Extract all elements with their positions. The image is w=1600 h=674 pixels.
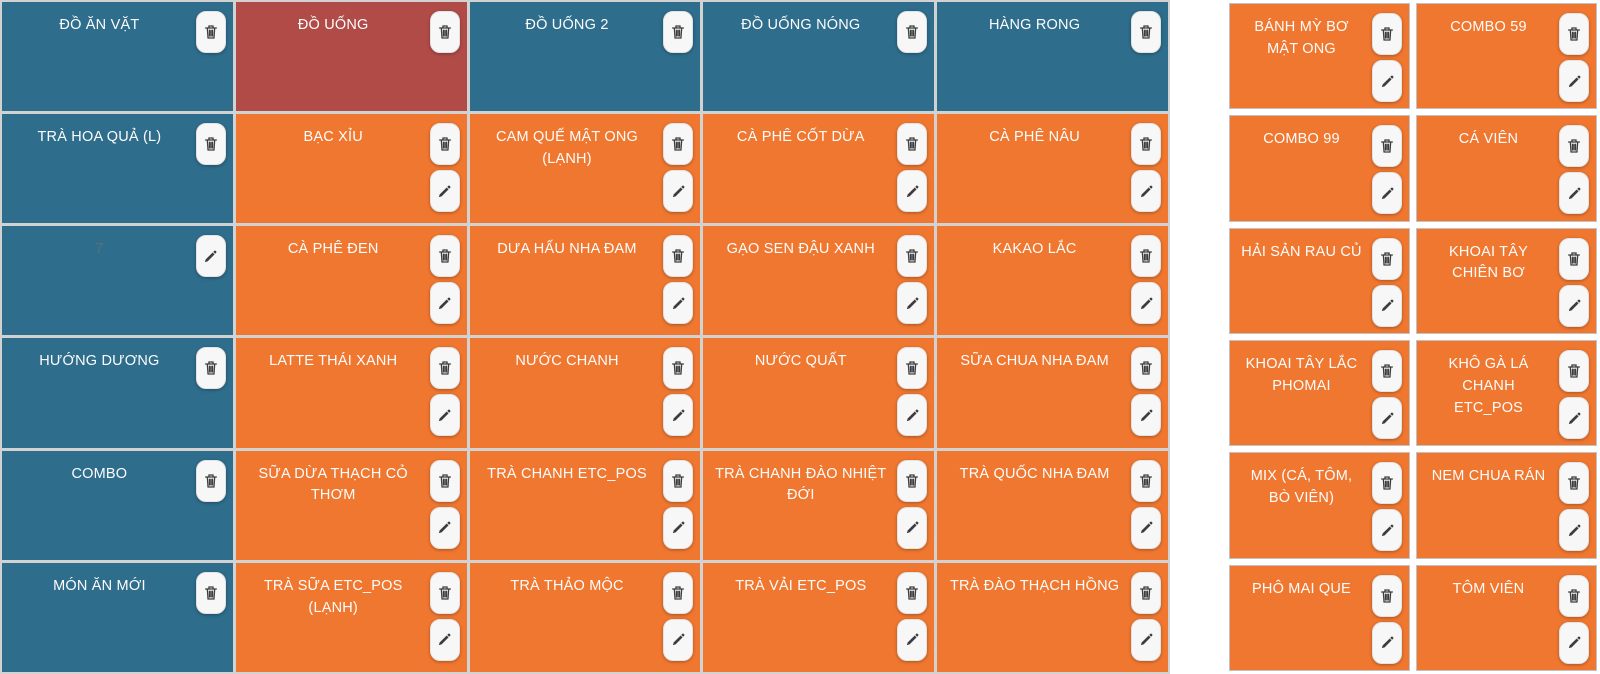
pencil-icon xyxy=(1567,411,1582,426)
trash-icon xyxy=(1379,362,1395,380)
delete-button[interactable] xyxy=(1372,462,1402,504)
tile-label: HƯỚNG DƯƠNG xyxy=(39,353,160,370)
delete-button[interactable] xyxy=(663,11,693,53)
tile-actions xyxy=(656,338,700,447)
edit-button[interactable] xyxy=(663,394,693,436)
pencil-icon xyxy=(1139,520,1154,535)
delete-button[interactable] xyxy=(1372,350,1402,392)
pencil-icon xyxy=(1380,186,1395,201)
tile-actions xyxy=(656,451,700,560)
delete-button[interactable] xyxy=(663,123,693,165)
pencil-icon xyxy=(1139,184,1154,199)
tile-actions xyxy=(423,451,467,560)
delete-button[interactable] xyxy=(1131,11,1161,53)
trash-icon xyxy=(1138,23,1154,41)
tile-actions xyxy=(189,2,233,111)
delete-button[interactable] xyxy=(897,347,927,389)
tile-label: MÓN ĂN MỚI xyxy=(53,577,146,594)
tile-actions xyxy=(1365,453,1409,557)
pencil-icon xyxy=(437,184,452,199)
tile-label: ĐỒ UỐNG xyxy=(297,17,369,33)
tile-actions xyxy=(1124,2,1168,111)
tile-actions xyxy=(1365,4,1409,108)
product-tile[interactable] xyxy=(236,226,467,335)
edit-button[interactable] xyxy=(663,170,693,212)
edit-button[interactable] xyxy=(897,619,927,661)
tile-label: 7 xyxy=(95,241,104,258)
pencil-icon xyxy=(671,296,686,311)
edit-button[interactable] xyxy=(897,507,927,549)
tile-label: TRÀ QUỐC NHA ĐAM xyxy=(959,465,1110,482)
delete-button[interactable] xyxy=(897,123,927,165)
product-tile[interactable] xyxy=(470,114,701,223)
delete-button[interactable] xyxy=(196,347,226,389)
edit-button[interactable] xyxy=(663,619,693,661)
tile-actions xyxy=(890,114,934,223)
pencil-icon xyxy=(437,296,452,311)
product-tile[interactable] xyxy=(1416,452,1597,558)
product-tile[interactable] xyxy=(937,563,1168,672)
trash-icon xyxy=(1138,359,1154,377)
delete-button[interactable] xyxy=(196,460,226,502)
product-tile[interactable] xyxy=(1416,115,1597,221)
pencil-icon xyxy=(437,408,452,423)
tile-label: CÁ VIÊN xyxy=(1458,131,1519,148)
tile-actions xyxy=(423,563,467,672)
tile-actions xyxy=(1552,4,1596,108)
delete-button[interactable] xyxy=(1131,235,1161,277)
edit-button[interactable] xyxy=(1559,172,1589,214)
tile-label: BÁNH MỲ BƠ MẬT ONG xyxy=(1254,19,1349,57)
tile-label: GẠO SEN ĐẬU XANH xyxy=(726,241,875,258)
edit-button[interactable] xyxy=(1372,622,1402,664)
delete-button[interactable] xyxy=(1559,462,1589,504)
delete-button[interactable] xyxy=(897,572,927,614)
tile-actions xyxy=(656,2,700,111)
product-tile[interactable] xyxy=(1229,115,1410,221)
tile-label: HẢI SẢN RAU CỦ xyxy=(1241,243,1362,260)
delete-button[interactable] xyxy=(663,347,693,389)
tile-actions xyxy=(1552,116,1596,220)
delete-button[interactable] xyxy=(1559,13,1589,55)
edit-button[interactable] xyxy=(1559,285,1589,327)
tile-label: BẠC XỈU xyxy=(303,129,363,146)
category-tile[interactable] xyxy=(2,451,233,560)
tile-actions xyxy=(1365,229,1409,333)
delete-button[interactable] xyxy=(430,11,460,53)
pencil-icon xyxy=(1567,523,1582,538)
product-tile[interactable] xyxy=(470,338,701,447)
tile-label: TRÀ THẢO MỘC xyxy=(510,577,624,594)
trash-icon xyxy=(670,23,686,41)
trash-icon xyxy=(1138,135,1154,153)
pencil-icon xyxy=(671,632,686,647)
category-tile[interactable] xyxy=(2,226,233,335)
tile-actions xyxy=(1365,116,1409,220)
pencil-icon xyxy=(1380,74,1395,89)
category-tile[interactable] xyxy=(2,563,233,672)
product-tile[interactable] xyxy=(937,338,1168,447)
tile-label: CAM QUẾ MẬT ONG (LẠNH) xyxy=(495,129,639,167)
pencil-icon xyxy=(203,249,218,264)
tile-actions xyxy=(1365,566,1409,670)
delete-button[interactable] xyxy=(1372,125,1402,167)
pencil-icon xyxy=(1139,408,1154,423)
tile-label: MIX (CÁ, TÔM, BÒ VIÊN) xyxy=(1250,468,1353,507)
product-tile[interactable] xyxy=(937,451,1168,560)
tile-actions xyxy=(189,451,233,560)
tile-actions xyxy=(890,226,934,335)
edit-button[interactable] xyxy=(1131,170,1161,212)
tile-actions xyxy=(1552,229,1596,333)
product-tile[interactable] xyxy=(236,114,467,223)
product-tile[interactable] xyxy=(1229,340,1410,446)
edit-button[interactable] xyxy=(1559,622,1589,664)
trash-icon xyxy=(1566,25,1582,43)
edit-button[interactable] xyxy=(1559,60,1589,102)
product-tile[interactable] xyxy=(1229,452,1410,558)
trash-icon xyxy=(670,359,686,377)
tile-actions xyxy=(189,226,233,335)
tile-actions xyxy=(423,226,467,335)
tile-label: COMBO 99 xyxy=(1263,131,1340,148)
delete-button[interactable] xyxy=(196,11,226,53)
edit-button[interactable] xyxy=(1372,285,1402,327)
tile-actions xyxy=(890,338,934,447)
tile-label: DƯA HẤU NHA ĐAM xyxy=(497,241,637,258)
trash-icon xyxy=(904,359,920,377)
edit-button[interactable] xyxy=(1131,507,1161,549)
tile-actions xyxy=(189,114,233,223)
edit-button[interactable] xyxy=(430,394,460,436)
product-tile[interactable] xyxy=(1416,3,1597,109)
trash-icon xyxy=(1138,472,1154,490)
delete-button[interactable] xyxy=(430,235,460,277)
trash-icon xyxy=(203,584,219,602)
tile-actions xyxy=(890,563,934,672)
tile-label: NƯỚC CHANH xyxy=(515,353,619,370)
trash-icon xyxy=(1566,250,1582,268)
tile-actions xyxy=(656,226,700,335)
side-product-grid xyxy=(1226,0,1600,674)
tile-label: TRÀ VẢI ETC_POS xyxy=(735,577,867,594)
product-tile[interactable] xyxy=(937,226,1168,335)
trash-icon xyxy=(1379,137,1395,155)
pencil-icon xyxy=(437,520,452,535)
trash-icon xyxy=(1379,25,1395,43)
delete-button[interactable] xyxy=(1372,13,1402,55)
category-tile[interactable] xyxy=(2,2,233,111)
tile-label: KHÔ GÀ LÁ CHANH ETC_POS xyxy=(1448,356,1529,416)
delete-button[interactable] xyxy=(663,235,693,277)
delete-button[interactable] xyxy=(1372,575,1402,617)
edit-button[interactable] xyxy=(1372,172,1402,214)
edit-button[interactable] xyxy=(430,619,460,661)
trash-icon xyxy=(203,472,219,490)
pencil-icon xyxy=(1567,186,1582,201)
delete-button[interactable] xyxy=(1131,572,1161,614)
product-tile[interactable] xyxy=(1229,3,1410,109)
edit-button[interactable] xyxy=(430,507,460,549)
trash-icon xyxy=(1379,587,1395,605)
tile-label: NEM CHUA RÁN xyxy=(1431,468,1546,485)
tile-label: KAKAO LẮC xyxy=(992,241,1077,258)
tile-label: TRÀ ĐÀO THẠCH HỒNG xyxy=(949,577,1120,594)
edit-button[interactable] xyxy=(1131,619,1161,661)
tile-label: CÀ PHÊ NÂU xyxy=(989,129,1080,146)
product-tile[interactable] xyxy=(470,226,701,335)
edit-button[interactable] xyxy=(430,282,460,324)
delete-button[interactable] xyxy=(1372,238,1402,280)
edit-button[interactable] xyxy=(663,282,693,324)
product-tile[interactable] xyxy=(703,114,934,223)
edit-button[interactable] xyxy=(1559,397,1589,439)
tile-actions xyxy=(1124,451,1168,560)
delete-button[interactable] xyxy=(897,235,927,277)
delete-button[interactable] xyxy=(430,123,460,165)
tile-actions xyxy=(656,114,700,223)
tile-actions xyxy=(1552,566,1596,670)
delete-button[interactable] xyxy=(1559,350,1589,392)
delete-button[interactable] xyxy=(430,460,460,502)
edit-button[interactable] xyxy=(897,282,927,324)
delete-button[interactable] xyxy=(663,460,693,502)
trash-icon xyxy=(437,247,453,265)
product-tile[interactable] xyxy=(1229,228,1410,334)
product-tile[interactable] xyxy=(1229,565,1410,671)
trash-icon xyxy=(904,247,920,265)
tile-actions xyxy=(656,563,700,672)
tile-actions xyxy=(423,2,467,111)
pencil-icon xyxy=(1567,74,1582,89)
trash-icon xyxy=(203,135,219,153)
pencil-icon xyxy=(905,408,920,423)
trash-icon xyxy=(437,359,453,377)
category-tile[interactable] xyxy=(470,2,701,111)
product-tile[interactable] xyxy=(703,226,934,335)
trash-icon xyxy=(437,472,453,490)
tile-label: CÀ PHÊ CỐT DỪA xyxy=(736,129,865,146)
delete-button[interactable] xyxy=(1131,460,1161,502)
trash-icon xyxy=(904,135,920,153)
delete-button[interactable] xyxy=(663,572,693,614)
trash-icon xyxy=(437,23,453,41)
edit-button[interactable] xyxy=(897,170,927,212)
trash-icon xyxy=(904,472,920,490)
edit-button[interactable] xyxy=(663,507,693,549)
pencil-icon xyxy=(1380,411,1395,426)
tile-label: ĐỒ UỐNG NÓNG xyxy=(741,17,861,33)
tile-label: NƯỚC QUẤT xyxy=(754,353,847,370)
edit-button[interactable] xyxy=(1131,394,1161,436)
tile-label: ĐỒ UỐNG 2 xyxy=(525,17,609,33)
delete-button[interactable] xyxy=(430,347,460,389)
category-tile[interactable] xyxy=(937,2,1168,111)
product-tile[interactable] xyxy=(236,338,467,447)
tile-label: LATTE THÁI XANH xyxy=(269,353,398,370)
pencil-icon xyxy=(1139,296,1154,311)
tile-label: COMBO xyxy=(71,465,128,482)
pencil-icon xyxy=(905,520,920,535)
trash-icon xyxy=(1566,474,1582,492)
category-tile[interactable] xyxy=(2,338,233,447)
pencil-icon xyxy=(437,632,452,647)
trash-icon xyxy=(670,247,686,265)
tile-label: TRÀ HOA QUẢ (L) xyxy=(37,129,162,146)
tile-label: SỮA DỪA THẠCH CỎ THƠM xyxy=(258,465,408,504)
pencil-icon xyxy=(1380,523,1395,538)
trash-icon xyxy=(904,584,920,602)
category-tile[interactable] xyxy=(236,2,467,111)
tile-actions xyxy=(1124,563,1168,672)
delete-button[interactable] xyxy=(1559,575,1589,617)
product-tile[interactable] xyxy=(937,114,1168,223)
trash-icon xyxy=(1566,587,1582,605)
pencil-icon xyxy=(905,632,920,647)
product-tile[interactable] xyxy=(470,563,701,672)
delete-button[interactable] xyxy=(1559,125,1589,167)
pencil-icon xyxy=(671,408,686,423)
tile-actions xyxy=(890,2,934,111)
delete-button[interactable] xyxy=(1559,238,1589,280)
category-tile[interactable] xyxy=(2,114,233,223)
delete-button[interactable] xyxy=(196,572,226,614)
edit-button[interactable] xyxy=(196,235,226,277)
edit-button[interactable] xyxy=(1372,509,1402,551)
product-tile[interactable] xyxy=(1416,340,1597,446)
product-tile[interactable] xyxy=(703,338,934,447)
pencil-icon xyxy=(1567,635,1582,650)
trash-icon xyxy=(1138,247,1154,265)
tile-label: TRÀ CHANH ETC_POS xyxy=(487,465,647,482)
product-tile[interactable] xyxy=(1416,228,1597,334)
edit-button[interactable] xyxy=(430,170,460,212)
trash-icon xyxy=(1566,362,1582,380)
tile-actions xyxy=(890,451,934,560)
product-tile[interactable] xyxy=(236,451,467,560)
tile-actions xyxy=(189,338,233,447)
pencil-icon xyxy=(1380,635,1395,650)
tile-label: ĐỒ ĂN VẶT xyxy=(59,17,140,33)
tile-actions xyxy=(1124,226,1168,335)
trash-icon xyxy=(670,472,686,490)
edit-button[interactable] xyxy=(1372,397,1402,439)
tile-actions xyxy=(1124,114,1168,223)
product-tile[interactable] xyxy=(236,563,467,672)
product-tile[interactable] xyxy=(470,451,701,560)
trash-icon xyxy=(1566,137,1582,155)
trash-icon xyxy=(437,584,453,602)
product-tile[interactable] xyxy=(703,563,934,672)
pencil-icon xyxy=(1567,298,1582,313)
tile-label: TRÀ SỮA ETC_POS (LẠNH) xyxy=(263,577,403,616)
trash-icon xyxy=(203,359,219,377)
trash-icon xyxy=(670,135,686,153)
delete-button[interactable] xyxy=(430,572,460,614)
trash-icon xyxy=(203,23,219,41)
pencil-icon xyxy=(905,184,920,199)
category-tile[interactable] xyxy=(703,2,934,111)
pencil-icon xyxy=(1380,298,1395,313)
tile-label: TRÀ CHANH ĐÀO NHIỆT ĐỚI xyxy=(715,465,887,504)
pencil-icon xyxy=(1139,632,1154,647)
trash-icon xyxy=(904,23,920,41)
delete-button[interactable] xyxy=(897,460,927,502)
pencil-icon xyxy=(671,184,686,199)
tile-label: CÀ PHÊ ĐEN xyxy=(287,241,379,258)
tile-label: HÀNG RONG xyxy=(988,17,1081,33)
delete-button[interactable] xyxy=(1131,123,1161,165)
tile-label: KHOAI TÂY LẮC PHOMAI xyxy=(1245,356,1358,394)
tile-label: KHOAI TÂY CHIÊN BƠ xyxy=(1449,243,1528,282)
edit-button[interactable] xyxy=(897,394,927,436)
product-tile[interactable] xyxy=(703,451,934,560)
tile-actions xyxy=(189,563,233,672)
tile-actions xyxy=(1552,341,1596,445)
tile-actions xyxy=(1552,453,1596,557)
delete-button[interactable] xyxy=(1131,347,1161,389)
tile-label: SỮA CHUA NHA ĐAM xyxy=(960,353,1109,370)
trash-icon xyxy=(1379,474,1395,492)
trash-icon xyxy=(1379,250,1395,268)
edit-button[interactable] xyxy=(1372,60,1402,102)
trash-icon xyxy=(1138,584,1154,602)
trash-icon xyxy=(437,135,453,153)
tile-actions xyxy=(1365,341,1409,445)
pencil-icon xyxy=(671,520,686,535)
tile-label: PHÔ MAI QUE xyxy=(1252,580,1351,597)
trash-icon xyxy=(670,584,686,602)
edit-button[interactable] xyxy=(1131,282,1161,324)
tile-actions xyxy=(423,114,467,223)
pencil-icon xyxy=(905,296,920,311)
product-tile[interactable] xyxy=(1416,565,1597,671)
tile-actions xyxy=(423,338,467,447)
tile-actions xyxy=(1124,338,1168,447)
delete-button[interactable] xyxy=(196,123,226,165)
delete-button[interactable] xyxy=(897,11,927,53)
edit-button[interactable] xyxy=(1559,509,1589,551)
tile-label: COMBO 59 xyxy=(1450,19,1527,35)
tile-label: TÔM VIÊN xyxy=(1452,580,1525,597)
